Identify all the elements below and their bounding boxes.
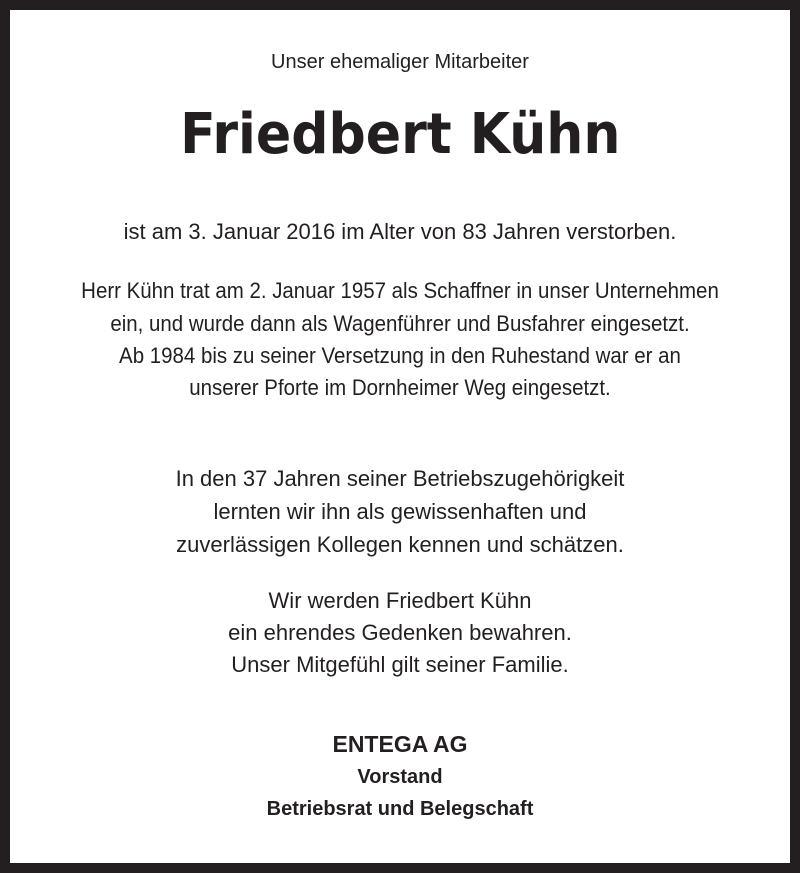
tribute-line: zuverlässigen Kollegen kennen und schätzen. (176, 532, 624, 557)
deceased-name-heading: Friedbert Kühn (180, 102, 621, 167)
career-line: unserer Pforte im Dornheimer Weg eingesetzt. (189, 375, 611, 400)
remembrance-line: Unser Mitgefühl gilt seiner Familie. (231, 652, 569, 677)
career-line: Herr Kühn trat am 2. Januar 1957 als Schaffner in unser Unternehmen (81, 278, 719, 303)
remembrance-line: ein ehrendes Gedenken bewahren. (228, 620, 572, 645)
tribute-line: In den 37 Jahren seiner Betriebszugehörigkeit (175, 466, 625, 491)
remembrance-line: Wir werden Friedbert Kühn (268, 588, 532, 613)
intro-text: Unser ehemaliger Mitarbeiter (271, 51, 529, 73)
tribute-line: lernten wir ihn als gewissenhaften und (213, 499, 587, 524)
death-date-text: ist am 3. Januar 2016 im Alter von 83 Jahren verstorben. (123, 219, 677, 244)
signature-board: Vorstand (357, 766, 443, 788)
signature-staff: Betriebsrat und Belegschaft (266, 798, 534, 820)
company-name: ENTEGA AG (332, 731, 468, 757)
career-line: ein, und wurde dann als Wagenführer und Busfahrer eingesetzt. (110, 311, 690, 336)
career-line: Ab 1984 bis zu seiner Versetzung in den Ruhestand war er an (119, 343, 681, 368)
